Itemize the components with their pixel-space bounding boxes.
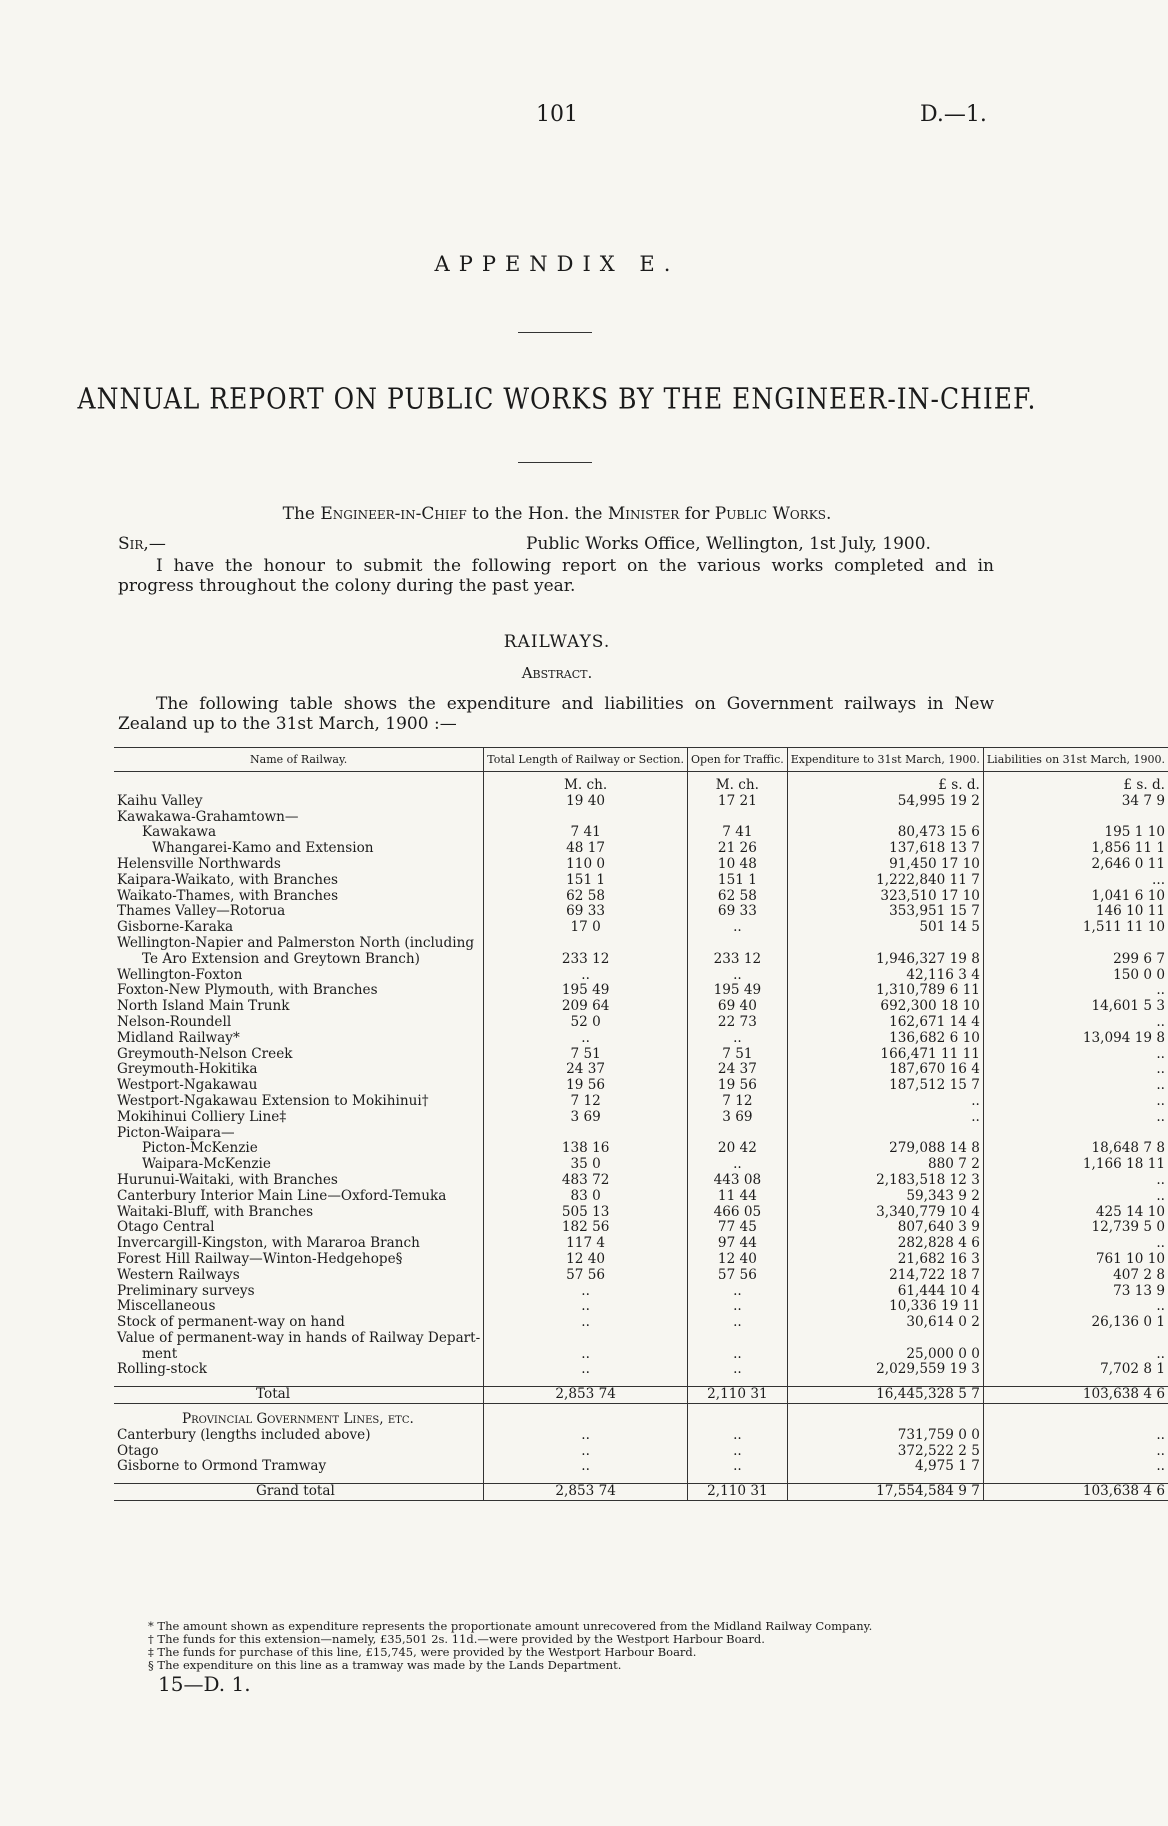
liabilities-cell: 103,638 4 6 bbox=[983, 1387, 1168, 1404]
table-row bbox=[114, 1284, 1168, 1300]
name-cell: Preliminary surveys bbox=[117, 1282, 255, 1299]
unit-open: M. ch. bbox=[688, 772, 788, 794]
name-cell: Wellington-Foxton bbox=[117, 966, 243, 983]
footnote: * The amount shown as expenditure represents the proportionate amount unrecovered from the Midland Railway Company. bbox=[148, 1619, 873, 1633]
expenditure-cell bbox=[787, 1126, 983, 1142]
open-cell: 11 44 bbox=[688, 1189, 788, 1205]
table-row bbox=[114, 1173, 1168, 1189]
page-number: 101 bbox=[536, 102, 578, 127]
length-cell: 233 12 bbox=[484, 952, 688, 968]
name-cell: Waikato-Thames, with Branches bbox=[117, 887, 339, 904]
open-cell: 69 40 bbox=[688, 999, 788, 1015]
unit-liab: £ s. d. bbox=[983, 772, 1168, 794]
col-header-length: Total Length of Railway or Section. bbox=[484, 748, 688, 772]
table-row bbox=[114, 794, 1168, 810]
length-cell: 69 33 bbox=[484, 904, 688, 920]
length-cell: 57 56 bbox=[484, 1268, 688, 1284]
open-cell: 3 69 bbox=[688, 1110, 788, 1126]
table-row bbox=[114, 1236, 1168, 1252]
liabilities-cell: .. bbox=[983, 1173, 1168, 1189]
name-cell: Kawakawa bbox=[142, 824, 217, 841]
liabilities-cell: 14,601 5 3 bbox=[983, 999, 1168, 1015]
liabilities-cell: .. bbox=[983, 1299, 1168, 1315]
table-row bbox=[114, 1347, 1168, 1363]
table-row bbox=[114, 1189, 1168, 1205]
table-row bbox=[114, 1141, 1168, 1157]
open-cell: .. bbox=[688, 1347, 788, 1363]
expenditure-cell: 282,828 4 6 bbox=[787, 1236, 983, 1252]
name-cell: Miscellaneous bbox=[117, 1298, 216, 1315]
expenditure-cell: 54,995 19 2 bbox=[787, 794, 983, 810]
expenditure-cell: 187,512 15 7 bbox=[787, 1078, 983, 1094]
expenditure-cell: 136,682 6 10 bbox=[787, 1031, 983, 1047]
name-cell: Picton-Waipara— bbox=[117, 1124, 235, 1141]
units-row bbox=[114, 772, 1168, 794]
expenditure-cell: 30,614 0 2 bbox=[787, 1315, 983, 1331]
expenditure-cell bbox=[787, 936, 983, 952]
length-cell: 195 49 bbox=[484, 983, 688, 999]
open-cell: 21 26 bbox=[688, 841, 788, 857]
table-row bbox=[114, 1315, 1168, 1331]
expenditure-cell: 3,340,779 10 4 bbox=[787, 1205, 983, 1221]
name-cell: Gisborne to Ormond Tramway bbox=[117, 1458, 327, 1475]
length-cell: .. bbox=[484, 1459, 688, 1475]
liabilities-cell: 299 6 7 bbox=[983, 952, 1168, 968]
liabilities-cell: .. bbox=[983, 1062, 1168, 1078]
expenditure-cell bbox=[787, 810, 983, 826]
table-row bbox=[114, 1078, 1168, 1094]
liabilities-cell: .. bbox=[983, 1110, 1168, 1126]
open-cell: 151 1 bbox=[688, 873, 788, 889]
table-row bbox=[114, 857, 1168, 873]
length-cell: 35 0 bbox=[484, 1157, 688, 1173]
liabilities-cell: 73 13 9 bbox=[983, 1284, 1168, 1300]
expenditure-cell: 59,343 9 2 bbox=[787, 1189, 983, 1205]
table-row bbox=[114, 1157, 1168, 1173]
liabilities-cell: .. bbox=[983, 1444, 1168, 1460]
open-cell: 2,110 31 bbox=[688, 1484, 788, 1501]
expenditure-cell: 91,450 17 10 bbox=[787, 857, 983, 873]
expenditure-cell: 166,471 11 11 bbox=[787, 1047, 983, 1063]
length-cell: 7 41 bbox=[484, 825, 688, 841]
total-row bbox=[114, 1387, 1168, 1404]
name-cell: Stock of permanent-way on hand bbox=[117, 1314, 345, 1331]
expenditure-cell: .. bbox=[787, 1110, 983, 1126]
table-row bbox=[114, 1252, 1168, 1268]
unit-exp: £ s. d. bbox=[787, 772, 983, 794]
col-header-liabilities: Liabilities on 31st March, 1900. bbox=[983, 748, 1168, 772]
liabilities-cell: 1,166 18 11 bbox=[983, 1157, 1168, 1173]
length-cell: .. bbox=[484, 1444, 688, 1460]
liabilities-cell: .. bbox=[983, 1047, 1168, 1063]
expenditure-cell: 137,618 13 7 bbox=[787, 841, 983, 857]
footnotes bbox=[148, 1620, 1008, 1672]
liabilities-cell: 34 7 9 bbox=[983, 794, 1168, 810]
length-cell: 505 13 bbox=[484, 1205, 688, 1221]
grand-total-row bbox=[114, 1484, 1168, 1501]
footnote: † The funds for this extension—namely, £35,501 2s. 11d.—were provided by the Westport Harbour Board. bbox=[148, 1632, 765, 1646]
open-cell: .. bbox=[688, 1444, 788, 1460]
name-cell: Value of permanent-way in hands of Railway Depart- bbox=[117, 1329, 481, 1346]
expenditure-cell: 731,759 0 0 bbox=[787, 1428, 983, 1444]
name-cell: Waitaki-Bluff, with Branches bbox=[117, 1203, 314, 1220]
table-row bbox=[114, 936, 1168, 952]
name-cell: Hurunui-Waitaki, with Branches bbox=[117, 1171, 338, 1188]
length-cell bbox=[484, 810, 688, 826]
name-cell: ment bbox=[142, 1345, 178, 1362]
expenditure-cell: 353,951 15 7 bbox=[787, 904, 983, 920]
expenditure-cell: 807,640 3 9 bbox=[787, 1220, 983, 1236]
length-cell bbox=[484, 936, 688, 952]
name-cell: Otago Central bbox=[117, 1219, 215, 1236]
length-cell: 62 58 bbox=[484, 889, 688, 905]
name-cell: Wellington-Napier and Palmerston North (including bbox=[117, 934, 475, 951]
open-cell: 2,110 31 bbox=[688, 1387, 788, 1404]
name-cell: Foxton-New Plymouth, with Branches bbox=[117, 982, 378, 999]
name-cell: Total bbox=[114, 1387, 484, 1404]
open-cell bbox=[688, 1331, 788, 1347]
expenditure-cell: 880 7 2 bbox=[787, 1157, 983, 1173]
table-row bbox=[114, 1015, 1168, 1031]
length-cell bbox=[484, 1126, 688, 1142]
table-row bbox=[114, 825, 1168, 841]
table-row bbox=[114, 1047, 1168, 1063]
liabilities-cell: .. bbox=[983, 1078, 1168, 1094]
liabilities-cell: .. bbox=[983, 1094, 1168, 1110]
expenditure-cell: 372,522 2 5 bbox=[787, 1444, 983, 1460]
length-cell: 182 56 bbox=[484, 1220, 688, 1236]
liabilities-cell bbox=[983, 936, 1168, 952]
provincial-heading: Provincial Government Lines, etc. bbox=[182, 1411, 414, 1428]
expenditure-cell: 501 14 5 bbox=[787, 920, 983, 936]
liabilities-cell: 1,511 11 10 bbox=[983, 920, 1168, 936]
salutation-line bbox=[0, 504, 1114, 524]
length-cell: 19 56 bbox=[484, 1078, 688, 1094]
salutation-dept: Public Works. bbox=[714, 504, 832, 524]
open-cell: 57 56 bbox=[688, 1268, 788, 1284]
table-row bbox=[114, 1428, 1168, 1444]
open-cell: 10 48 bbox=[688, 857, 788, 873]
length-cell: 83 0 bbox=[484, 1189, 688, 1205]
name-cell: Waipara-McKenzie bbox=[142, 1156, 271, 1173]
liabilities-cell: 18,648 7 8 bbox=[983, 1141, 1168, 1157]
office-date: Public Works Office, Wellington, 1st July, 1900. bbox=[526, 534, 931, 554]
liabilities-cell: .. bbox=[983, 1189, 1168, 1205]
open-cell: 17 21 bbox=[688, 794, 788, 810]
open-cell: .. bbox=[688, 1362, 788, 1378]
name-cell: Picton-McKenzie bbox=[142, 1140, 258, 1157]
table-row bbox=[114, 1220, 1168, 1236]
liabilities-cell: .. bbox=[983, 1236, 1168, 1252]
name-cell: Kaipara-Waikato, with Branches bbox=[117, 871, 338, 888]
footnote: § The expenditure on this line as a tramway was made by the Lands Department. bbox=[148, 1658, 622, 1672]
liabilities-cell: .. bbox=[983, 983, 1168, 999]
expenditure-cell: 17,554,584 9 7 bbox=[787, 1484, 983, 1501]
length-cell: 110 0 bbox=[484, 857, 688, 873]
open-cell: 195 49 bbox=[688, 983, 788, 999]
length-cell: 117 4 bbox=[484, 1236, 688, 1252]
open-cell bbox=[688, 1126, 788, 1142]
liabilities-cell: 146 10 11 bbox=[983, 904, 1168, 920]
open-cell: 69 33 bbox=[688, 904, 788, 920]
open-cell: .. bbox=[688, 968, 788, 984]
length-cell: 17 0 bbox=[484, 920, 688, 936]
expenditure-cell: 187,670 16 4 bbox=[787, 1062, 983, 1078]
table-row bbox=[114, 999, 1168, 1015]
section-heading: RAILWAYS. bbox=[503, 632, 611, 652]
length-cell: 48 17 bbox=[484, 841, 688, 857]
appendix-heading: APPENDIX E. bbox=[434, 252, 680, 276]
open-cell: 19 56 bbox=[688, 1078, 788, 1094]
open-cell: .. bbox=[688, 1315, 788, 1331]
table-row bbox=[114, 1268, 1168, 1284]
salutation-minister: Minister bbox=[607, 504, 680, 524]
salutation-the: The bbox=[282, 504, 315, 524]
expenditure-cell: 10,336 19 11 bbox=[787, 1299, 983, 1315]
name-cell: Kawakawa-Grahamtown— bbox=[117, 808, 299, 825]
length-cell: 7 51 bbox=[484, 1047, 688, 1063]
length-cell: .. bbox=[484, 1315, 688, 1331]
table-row bbox=[114, 1031, 1168, 1047]
table-row bbox=[114, 952, 1168, 968]
name-cell: Westport-Ngakawau bbox=[117, 1077, 258, 1094]
name-cell: Nelson-Roundell bbox=[117, 1013, 232, 1030]
open-cell: 62 58 bbox=[688, 889, 788, 905]
length-cell: 19 40 bbox=[484, 794, 688, 810]
name-cell: Midland Railway* bbox=[117, 1029, 240, 1046]
expenditure-cell: 42,116 3 4 bbox=[787, 968, 983, 984]
liabilities-cell: 12,739 5 0 bbox=[983, 1220, 1168, 1236]
liabilities-cell: 26,136 0 1 bbox=[983, 1315, 1168, 1331]
length-cell: 2,853 74 bbox=[484, 1484, 688, 1501]
liabilities-cell: .. bbox=[983, 1347, 1168, 1363]
liabilities-cell: .. bbox=[983, 1459, 1168, 1475]
name-cell: Kaihu Valley bbox=[117, 792, 203, 809]
liabilities-cell: 150 0 0 bbox=[983, 968, 1168, 984]
length-cell: 2,853 74 bbox=[484, 1387, 688, 1404]
expenditure-cell: 692,300 18 10 bbox=[787, 999, 983, 1015]
name-cell: Whangarei-Kamo and Extension bbox=[152, 840, 374, 857]
expenditure-cell: 1,222,840 11 7 bbox=[787, 873, 983, 889]
liabilities-cell: 1,856 11 1 bbox=[983, 841, 1168, 857]
open-cell: .. bbox=[688, 1284, 788, 1300]
divider bbox=[518, 332, 592, 333]
name-cell: Mokihinui Colliery Line‡ bbox=[117, 1108, 287, 1125]
length-cell bbox=[484, 1331, 688, 1347]
name-cell: Otago bbox=[117, 1442, 159, 1459]
length-cell: .. bbox=[484, 1031, 688, 1047]
liabilities-cell: 407 2 8 bbox=[983, 1268, 1168, 1284]
liabilities-cell: 2,646 0 11 bbox=[983, 857, 1168, 873]
open-cell: .. bbox=[688, 1459, 788, 1475]
salutation-sir: Sir,— bbox=[118, 534, 166, 554]
expenditure-cell: 323,510 17 10 bbox=[787, 889, 983, 905]
table-row bbox=[114, 810, 1168, 826]
col-header-open: Open for Traffic. bbox=[688, 748, 788, 772]
name-cell: Greymouth-Nelson Creek bbox=[117, 1045, 293, 1062]
open-cell bbox=[688, 936, 788, 952]
expenditure-cell: 214,722 18 7 bbox=[787, 1268, 983, 1284]
liabilities-cell: .. bbox=[983, 1428, 1168, 1444]
table-row bbox=[114, 841, 1168, 857]
open-cell: 24 37 bbox=[688, 1062, 788, 1078]
expenditure-cell: 61,444 10 4 bbox=[787, 1284, 983, 1300]
name-cell: Gisborne-Karaka bbox=[117, 919, 234, 936]
length-cell: .. bbox=[484, 968, 688, 984]
liabilities-cell: 195 1 10 bbox=[983, 825, 1168, 841]
open-cell: 7 41 bbox=[688, 825, 788, 841]
open-cell: 97 44 bbox=[688, 1236, 788, 1252]
open-cell: .. bbox=[688, 1157, 788, 1173]
section-subheading: Abstract. bbox=[521, 664, 593, 682]
name-cell: Rolling-stock bbox=[117, 1361, 207, 1378]
liabilities-cell: 761 10 10 bbox=[983, 1252, 1168, 1268]
open-cell: 20 42 bbox=[688, 1141, 788, 1157]
name-cell: Invercargill-Kingston, with Mararoa Branch bbox=[117, 1235, 420, 1252]
expenditure-cell: 162,671 14 4 bbox=[787, 1015, 983, 1031]
liabilities-cell: 1,041 6 10 bbox=[983, 889, 1168, 905]
table-row bbox=[114, 873, 1168, 889]
provincial-heading-row bbox=[114, 1412, 1168, 1428]
table-row bbox=[114, 1205, 1168, 1221]
name-cell: Western Railways bbox=[117, 1266, 240, 1283]
length-cell: .. bbox=[484, 1347, 688, 1363]
name-cell: Westport-Ngakawau Extension to Mokihinui† bbox=[117, 1092, 429, 1109]
expenditure-cell: 1,946,327 19 8 bbox=[787, 952, 983, 968]
liabilities-cell: 103,638 4 6 bbox=[983, 1484, 1168, 1501]
length-cell: 7 12 bbox=[484, 1094, 688, 1110]
expenditure-cell: 25,000 0 0 bbox=[787, 1347, 983, 1363]
table-row bbox=[114, 1459, 1168, 1475]
table-row bbox=[114, 1299, 1168, 1315]
length-cell: 483 72 bbox=[484, 1173, 688, 1189]
liabilities-cell bbox=[983, 1126, 1168, 1142]
liabilities-cell: ... bbox=[983, 873, 1168, 889]
salutation-from: Engineer-in-Chief bbox=[320, 504, 467, 524]
salutation-to: to the Hon. the bbox=[472, 504, 603, 524]
liabilities-cell bbox=[983, 1331, 1168, 1347]
railways-table bbox=[114, 747, 1168, 1501]
table-row bbox=[114, 1362, 1168, 1378]
table-row bbox=[114, 1126, 1168, 1142]
expenditure-cell: .. bbox=[787, 1094, 983, 1110]
opening-paragraph: I have the honour to submit the following report on the various works completed and in progress throughout the colony during the past year. bbox=[118, 556, 994, 596]
length-cell: 138 16 bbox=[484, 1141, 688, 1157]
expenditure-cell: 16,445,328 5 7 bbox=[787, 1387, 983, 1404]
name-cell: Greymouth-Hokitika bbox=[117, 1061, 258, 1078]
divider bbox=[518, 462, 592, 463]
table-row bbox=[114, 968, 1168, 984]
length-cell: 151 1 bbox=[484, 873, 688, 889]
length-cell: 12 40 bbox=[484, 1252, 688, 1268]
table-row bbox=[114, 1331, 1168, 1347]
report-title: ANNUAL REPORT ON PUBLIC WORKS BY THE ENGINEER-IN-CHIEF. bbox=[77, 381, 1037, 416]
open-cell: 443 08 bbox=[688, 1173, 788, 1189]
table-row bbox=[114, 920, 1168, 936]
col-header-name: Name of Railway. bbox=[114, 748, 484, 772]
liabilities-cell: .. bbox=[983, 1015, 1168, 1031]
open-cell: 233 12 bbox=[688, 952, 788, 968]
open-cell: 7 51 bbox=[688, 1047, 788, 1063]
name-cell: Thames Valley—Rotorua bbox=[117, 903, 286, 920]
table-intro: The following table shows the expenditure and liabilities on Government railways in New Zealand up to the 31st March, 1900 :— bbox=[118, 694, 994, 734]
open-cell: .. bbox=[688, 1299, 788, 1315]
name-cell: North Island Main Trunk bbox=[117, 998, 290, 1015]
table-row bbox=[114, 983, 1168, 999]
name-cell: Forest Hill Railway—Winton-Hedgehope§ bbox=[117, 1250, 403, 1267]
expenditure-cell: 4,975 1 7 bbox=[787, 1459, 983, 1475]
table-row bbox=[114, 904, 1168, 920]
table-row bbox=[114, 1110, 1168, 1126]
footnote: ‡ The funds for purchase of this line, £15,745, were provided by the Westport Harbour Board. bbox=[148, 1645, 697, 1659]
page-signature: 15—D. 1. bbox=[158, 1672, 251, 1696]
open-cell: 7 12 bbox=[688, 1094, 788, 1110]
liabilities-cell: 425 14 10 bbox=[983, 1205, 1168, 1221]
length-cell: 209 64 bbox=[484, 999, 688, 1015]
open-cell: 77 45 bbox=[688, 1220, 788, 1236]
name-cell: Canterbury (lengths included above) bbox=[117, 1426, 371, 1443]
length-cell: .. bbox=[484, 1299, 688, 1315]
unit-length: M. ch. bbox=[484, 772, 688, 794]
name-cell: Canterbury Interior Main Line—Oxford-Temuka bbox=[117, 1187, 447, 1204]
expenditure-cell: 2,029,559 19 3 bbox=[787, 1362, 983, 1378]
table-row bbox=[114, 1094, 1168, 1110]
liabilities-cell: 7,702 8 1 bbox=[983, 1362, 1168, 1378]
col-header-expenditure: Expenditure to 31st March, 1900. bbox=[787, 748, 983, 772]
expenditure-cell: 80,473 15 6 bbox=[787, 825, 983, 841]
salutation-for: for bbox=[684, 504, 710, 524]
table-row bbox=[114, 889, 1168, 905]
name-cell: Grand total bbox=[114, 1484, 484, 1501]
expenditure-cell: 279,088 14 8 bbox=[787, 1141, 983, 1157]
table-row bbox=[114, 1444, 1168, 1460]
length-cell: 52 0 bbox=[484, 1015, 688, 1031]
open-cell: 22 73 bbox=[688, 1015, 788, 1031]
expenditure-cell: 21,682 16 3 bbox=[787, 1252, 983, 1268]
liabilities-cell: 13,094 19 8 bbox=[983, 1031, 1168, 1047]
expenditure-cell: 2,183,518 12 3 bbox=[787, 1173, 983, 1189]
document-reference: D.—1. bbox=[920, 102, 987, 127]
open-cell: .. bbox=[688, 920, 788, 936]
name-cell: Te Aro Extension and Greytown Branch) bbox=[142, 950, 420, 967]
open-cell: 12 40 bbox=[688, 1252, 788, 1268]
length-cell: .. bbox=[484, 1284, 688, 1300]
name-cell: Helensville Northwards bbox=[117, 855, 281, 872]
expenditure-cell bbox=[787, 1331, 983, 1347]
open-cell bbox=[688, 810, 788, 826]
length-cell: .. bbox=[484, 1362, 688, 1378]
liabilities-cell bbox=[983, 810, 1168, 826]
length-cell: .. bbox=[484, 1428, 688, 1444]
open-cell: .. bbox=[688, 1031, 788, 1047]
open-cell: .. bbox=[688, 1428, 788, 1444]
length-cell: 24 37 bbox=[484, 1062, 688, 1078]
length-cell: 3 69 bbox=[484, 1110, 688, 1126]
open-cell: 466 05 bbox=[688, 1205, 788, 1221]
table-row bbox=[114, 1062, 1168, 1078]
expenditure-cell: 1,310,789 6 11 bbox=[787, 983, 983, 999]
